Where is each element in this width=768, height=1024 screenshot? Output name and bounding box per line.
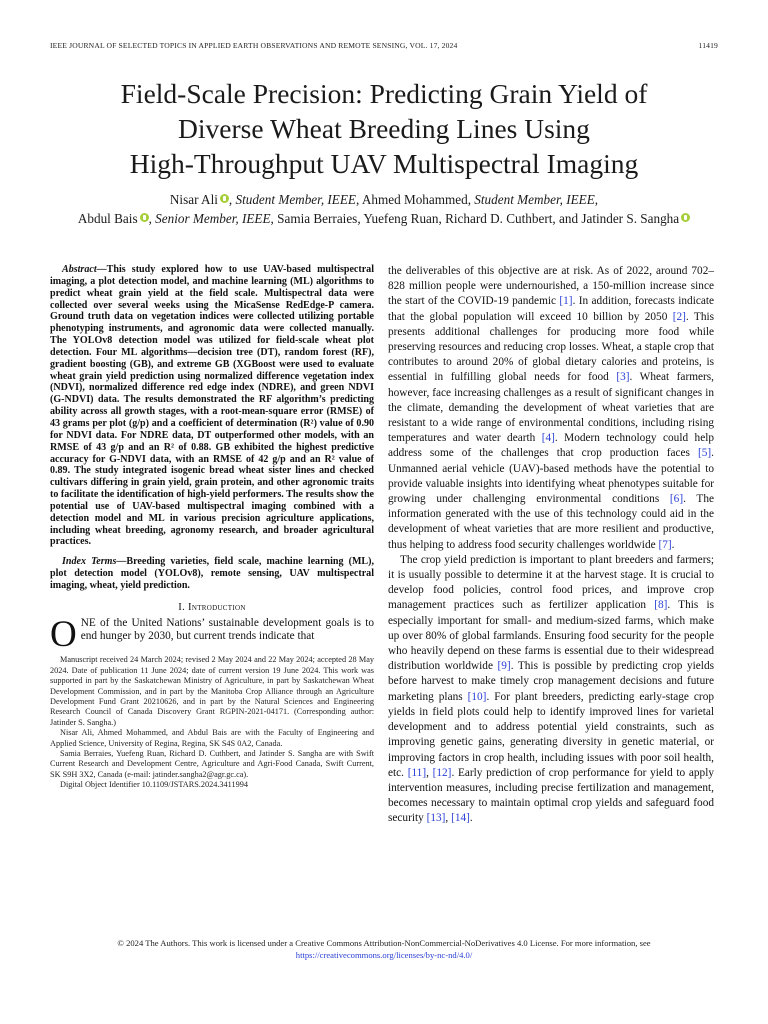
- page-number: 11419: [698, 41, 718, 50]
- footnote-affiliation-1: Nisar Ali, Ahmed Mohammed, and Abdul Bais are with the Faculty of Engineering and Applied Science, University of Regina, Regina, SK S4S 0A2, Canada.: [50, 728, 374, 748]
- citation-link[interactable]: [6]: [669, 493, 684, 506]
- left-column: [50, 264, 374, 791]
- author-role: Senior Member, IEEE: [155, 211, 271, 226]
- section-heading: [50, 602, 374, 613]
- body-paragraph: The crop yield prediction is important to plant breeders and farmers; it is usually possible to determine it at the harvest stage. It is crucial to develop food policies, control food prices, and improve crop management practices such as fertilizer application [8]. This is especially important for small- and medium-sized farms, which make up over 80% of global farmlands. Ensuring food security for the people who heavily depend on these farms is essential due to their widespread distribution worldwide [9]. This is possible by predicting crop yields before harvest to make timely crop management decisions and future marketing plans [10]. For plant breeders, predicting early-stage crop yields in field plots could help to identify improved lines for varietal development and to address potential yield constraints, such as improving genetic gains, generating diversity in genetic material, or improving factors in crop health, including issues with poor soil health, etc. [11], [12]. Early prediction of crop performance for yield to apply intervention measures, including precise fertilization and management, becomes necessary to maintain optimal crop yields and safeguard food security [13], [14].: [388, 553, 714, 825]
- citation-link[interactable]: [1]: [559, 295, 573, 308]
- license-notice: [40, 938, 728, 961]
- index-terms-label: Index Terms: [62, 556, 117, 568]
- license-link[interactable]: https://creativecommons.org/licenses/by-nc-nd/4.0/: [295, 949, 473, 960]
- footnote-manuscript: Manuscript received 24 March 2024; revised 2 May 2024 and 22 May 2024; accepted 28 May 2024. Date of publication 11 June 2024; date of current version 19 June 2024. This work was supported in part by the Saskatchewan Ministry of Agriculture, in part by Saskatchewan Wheat Development Commission, and in part by the Manitoba Crop Alliance through an Agriculture Development Fund Grant 20210626, and in part by the Natural Sciences and Engineering Research Council of Canada Discovery Grant RGPIN-2021-04171. (Corresponding author: Jatinder S. Sangha.): [50, 655, 374, 727]
- section-title: Introduction: [188, 601, 246, 613]
- title-line: Diverse Wheat Breeding Lines Using: [178, 113, 590, 144]
- author-name: Nisar Ali: [169, 192, 218, 207]
- citation-link[interactable]: [14]: [451, 812, 470, 825]
- author-list: [40, 190, 728, 228]
- journal-name: IEEE JOURNAL OF SELECTED TOPICS IN APPLIED EARTH OBSERVATIONS AND REMOTE SENSING, VOL. 17, 2024: [50, 41, 458, 50]
- body-paragraph: the deliverables of this objective are at risk. As of 2022, around 702–828 million people were undernourished, a 150-million increase since the start of the COVID-19 pandemic [1]. In addition, forecasts indicate that the global population will exceed 10 billion by 2050 [2]. This presents additional challenges for producing more food while preserving resources and reducing crop losses. Wheat, a staple crop that contributes to around 20% of global dietary calories and proteins, is essential in fulfilling global needs for food [3]. Wheat farmers, however, face increasing challenges as a result of significant changes in the climate, demanding the development of wheat varieties that are resistant to a wide range of environmental conditions, including rising temperatures and water dearth [4]. Modern technology could help address some of the challenges that crop production faces [5]. Unmanned aerial vehicle (UAV)-based methods have the potential to provide valuable insights into identifying wheat phenotypes suitable for growing under challenging environmental conditions [6]. The information generated with the use of this technology could aid in the development of wheat varieties that are more resilient and productive, thus helping to address food security challenges worldwide [7].: [388, 265, 715, 551]
- running-head: [50, 41, 718, 53]
- citation-link[interactable]: [12]: [432, 766, 452, 779]
- orcid-icon[interactable]: [140, 213, 149, 222]
- license-text: © 2024 The Authors. This work is licensed under a Creative Commons Attribution-NonCommercial-NoDerivatives 4.0 License. For more information, see: [117, 938, 651, 948]
- author-role: Student Member, IEEE: [474, 192, 595, 207]
- citation-link[interactable]: [9]: [497, 660, 511, 673]
- author-name: Abdul Bais: [77, 211, 138, 226]
- citation-link[interactable]: [11]: [407, 766, 427, 779]
- title-line: High-Throughput UAV Multispectral Imaging: [129, 148, 639, 179]
- section-number: I.: [178, 601, 186, 613]
- index-terms: Index Terms—Breeding varieties, field scale, machine learning (ML), plot detection model (YOLOv8), remote sensing, UAV multispectral imaging, wheat, yield prediction.: [50, 556, 374, 591]
- paper-title: [40, 76, 728, 181]
- orcid-icon[interactable]: [681, 213, 690, 222]
- author-line-1: Nisar Ali , Student Member, IEEE, Ahmed Mohammed, Student Member, IEEE,: [169, 192, 599, 207]
- author-name: Ahmed Mohammed: [361, 192, 468, 207]
- right-column: [388, 264, 714, 827]
- citation-link[interactable]: [2]: [672, 310, 686, 323]
- orcid-icon[interactable]: [220, 194, 229, 203]
- intro-text: of the United Nations’ sustainable development goals is to end hunger by 2030, but current trends indicate that: [80, 616, 374, 643]
- citation-link[interactable]: [10]: [467, 690, 487, 703]
- citation-link[interactable]: [5]: [697, 447, 712, 460]
- index-terms-text: Breeding varieties, field scale, machine learning (ML), plot detection model (YOLOv8), remote sensing, UAV multispectral imaging, wheat, yield prediction.: [50, 556, 374, 591]
- author-role: Student Member, IEEE: [235, 192, 356, 207]
- title-line: Field-Scale Precision: Predicting Grain Yield of: [120, 78, 648, 109]
- footnote-doi: Digital Object Identifier 10.1109/JSTARS.2024.3411994: [60, 780, 249, 790]
- citation-link[interactable]: [4]: [541, 432, 555, 445]
- abstract-label: Abstract: [62, 264, 97, 275]
- citation-link[interactable]: [13]: [426, 812, 446, 825]
- footnotes: [50, 655, 374, 790]
- intro-lead: NE: [80, 616, 96, 629]
- drop-cap: O: [50, 613, 77, 655]
- author-names-rest: Samia Berraies, Yuefeng Ruan, Richard D. Cuthbert, and Jatinder S. Sangha: [277, 211, 680, 226]
- intro-paragraph: [50, 613, 374, 655]
- abstract-text: This study explored how to use UAV-based multispectral imaging, a plot detection model, and machine learning (ML) algorithms to predict wheat grain yield at the field scale. Multispectral data were collected over several weeks using the MicaSense RedEdge-P camera. Ground truth data on vegetation indices were collected utilizing portable phenotyping instruments, and agronomic data were collected manually. The YOLOv8 detection model was utilized for field-scale wheat plot detection. Four ML algorithms—decision tree (DT), random forest (RF), gradient boosting (GB), and extreme GB (XGBoost were used to evaluate wheat grain yield prediction using normalized difference vegetation index (NDVI), normalized difference red edge index (NDRE), and green NDVI (G-NDVI) data. The results demonstrated the RF algorithm’s predicting ability across all growth stages, with a root-mean-square error (RMSE) of 43 grams per plot (g/p) and a coefficient of determination (R²) value of 0.90 for NDVI data. For NDRE data, DT outperformed other models, with an RMSE of 43 g/p and an R² of 0.88. GB exhibited the highest predictive accuracy for G-NDVI data, with an RMSE of 42 g/p and an R² value of 0.89. The study integrated isogenic bread wheat sister lines and checked cultivars differing in grain yield, grain protein, and other agronomic traits to facilitate the identification of high-yield performers. The results show the potential use of UAV-based multispectral imaging combined with a detection model and ML in various precision agriculture applications, including wheat breeding, agronomy research, and broader agricultural practices.: [50, 264, 374, 548]
- abstract: Abstract—This study explored how to use UAV-based multispectral imaging, a plot detection model, and machine learning (ML) algorithms to predict wheat grain yield at the field scale. Multispectral data were collected over several weeks using the MicaSense RedEdge-P camera. Ground truth data on vegetation indices were collected utilizing portable phenotyping instruments, and agronomic data were collected manually. The YOLOv8 detection model was utilized for field-scale wheat plot detection. Four ML algorithms—decision tree (DT), random forest (RF), gradient boosting (GB), and extreme GB (XGBoost were used to evaluate wheat grain yield prediction using normalized difference vegetation index (NDVI), normalized difference red edge index (NDRE), and green NDVI (G-NDVI) data. The results demonstrated the RF algorithm’s predicting ability across all growth stages, with a root-mean-square error (RMSE) of 43 grams per plot (g/p) and a coefficient of determination (R²) value of 0.90 for NDVI data. For NDRE data, DT outperformed other models, with an RMSE of 43 g/p and an R² of 0.88. GB exhibited the highest predictive accuracy for G-NDVI data, with an RMSE of 42 g/p and an R² value of 0.89. The study integrated isogenic bread wheat sister lines and checked cultivars differing in grain yield, grain protein, and other agronomic traits to facilitate the identification of high-yield performers. The results show the potential use of UAV-based multispectral imaging combined with a detection model and ML in various precision agriculture applications, including wheat breeding, agronomy research, and broader agricultural practices.: [50, 264, 374, 548]
- citation-link[interactable]: [3]: [616, 371, 630, 384]
- citation-link[interactable]: [7]: [658, 538, 672, 551]
- author-line-2: Abdul Bais , Senior Member, IEEE, Samia Berraies, Yuefeng Ruan, Richard D. Cuthbert, and Jatinder S. Sangha: [40, 209, 728, 228]
- citation-link[interactable]: [8]: [654, 599, 668, 612]
- footnote-affiliation-2: Samia Berraies, Yuefeng Ruan, Richard D. Cuthbert, and Jatinder S. Sangha are with Swift Current Research and Development Centre, Agriculture and Agri-Food Canada, Swift Current, SK S9H 3X2, Canada (e-mail: jatinder.sangha2@agr.gc.ca).: [50, 749, 374, 779]
